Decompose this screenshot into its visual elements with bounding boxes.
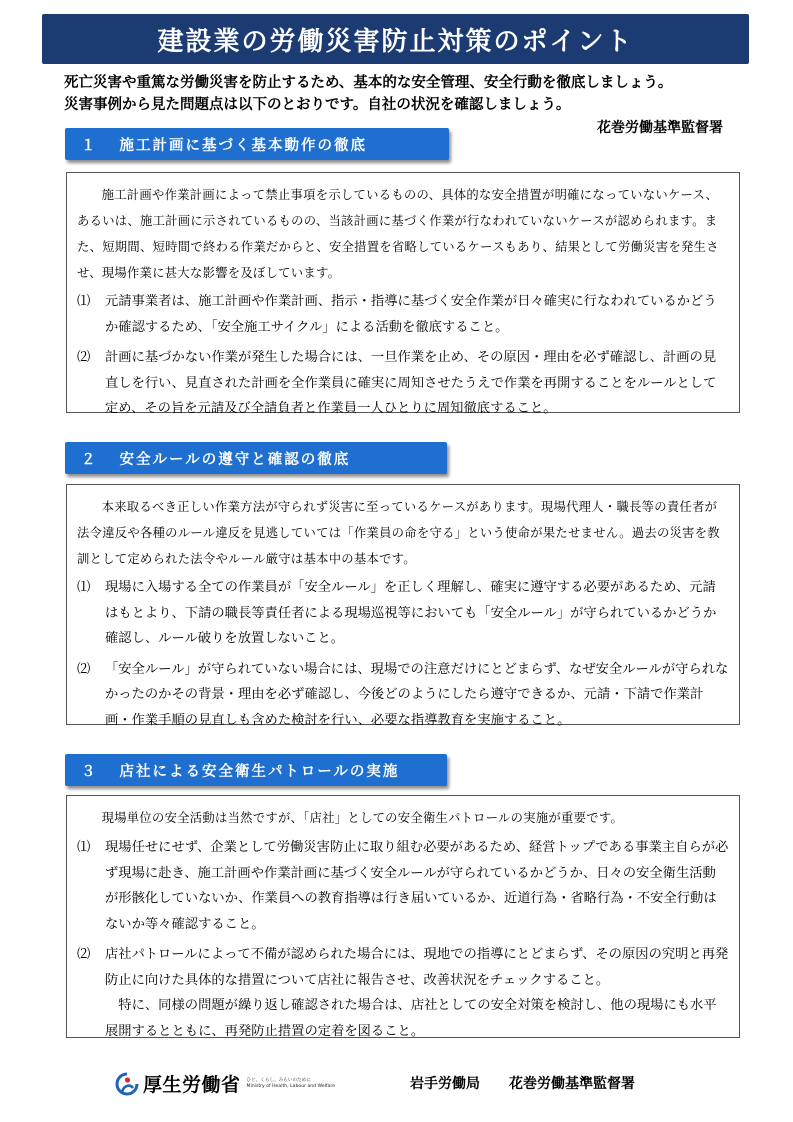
- item-text: 計画に基づかない作業が発生した場合には、一旦作業を止め、その原因・理由を必ず確認し、計画の見直しを行い、見直された計画を全作業員に確実に周知させたうえで作業を再開することをルールとして定め、その旨を元請及び全請負者と作業員一人ひとりに周知徹底すること。: [105, 350, 717, 416]
- item-mark: ⑵: [77, 661, 91, 677]
- item-text: 元請事業者は、施工計画や作業計画、指示・指導に基づく安全作業が日々確実に行なわれているかどうか確認するため、「安全施工サイクル」による活動を徹底すること。: [105, 294, 717, 335]
- item-text-main: 店社パトロールによって不備が認められた場合には、現地での指導にとどまらず、その原因の究明と再発防止に向けた具体的な措置について店社に報告させ、改善状況をチェックすること。: [105, 947, 729, 988]
- issuer-office: 花巻労働基準監督署: [597, 120, 723, 136]
- ministry-english: Ministry of Health, Labour and Welfare: [246, 1083, 335, 1089]
- section-3-box: [66, 795, 740, 1038]
- item-mark: ⑴: [77, 294, 91, 309]
- item-mark: ⑵: [77, 947, 91, 962]
- section-3-header: [65, 754, 447, 786]
- list-item: [77, 657, 729, 734]
- section-lead: 施工計画や作業計画によって禁止事項を示しているものの、具体的な安全措置が明確になっていないケース、あるいは、施工計画に示されているものの、当該計画に基づく作業が行なわれていないケースが認められます。また、短期間、短時間で終わる作業だからと、安全措置を省略しているケースもあり、結果として労働災害を発生させ、現場作業に甚大な影響を及ぼしています。: [77, 188, 719, 280]
- item-mark: ⑵: [77, 350, 91, 365]
- section-number: １: [81, 137, 98, 154]
- labour-bureau: 岩手労働局: [410, 1076, 480, 1092]
- section-2-header: [65, 442, 447, 474]
- intro-line-2: 災害事例から見た問題点は以下のとおりです。自社の状況を確認しましょう。: [64, 97, 571, 113]
- intro-text: [64, 72, 754, 116]
- section-heading: 店社による安全衛生パトロールの実施: [119, 763, 400, 780]
- section-lead: 本来取るべき正しい作業方法が守られず災害に至っているケースがあります。現場代理人・職長等の責任者が法令違反や各種のルール違反を見逃していては「作業員の命を守る」という使命が果たせません。過去の災害を教訓として定められた法令やルール厳守は基本中の基本です。: [77, 500, 720, 566]
- section-number: ３: [81, 763, 98, 780]
- item-mark: ⑴: [77, 580, 91, 595]
- section-1-header: [65, 128, 449, 160]
- page-title: 建設業の労働災害防止対策のポイント: [157, 26, 634, 57]
- section-heading: 安全ルールの遵守と確認の徹底: [119, 451, 351, 468]
- section-lead: 現場単位の安全活動は当然ですが、「店社」としての安全衛生パトロールの実施が重要です。: [101, 811, 624, 825]
- list-item: [77, 835, 729, 937]
- list-item: [77, 942, 729, 1044]
- item-text: 現場に入場する全ての作業員が「安全ルール」を正しく理解し、確実に遵守する必要があるため、元請はもとより、下請の職長等責任者による現場巡視等においても「安全ルール」が守られているかどうか確認し、ルール破りを放置しないこと。: [105, 580, 717, 646]
- title-banner: [42, 14, 749, 64]
- section-2-box: [66, 484, 740, 728]
- list-item: [77, 575, 729, 652]
- footer-office: 花巻労働基準監督署: [509, 1076, 635, 1092]
- ministry-tagline: ひと、くらし、みらいのために: [246, 1077, 311, 1083]
- ministry-name: 厚生労働省: [143, 1074, 241, 1096]
- list-item: [77, 289, 729, 340]
- item-text: 現場任せにせず、企業として労働災害防止に取り組む必要があるため、経営トップである事業主自らが必ず現場に赴き、施工計画や作業計画に基づく安全ルールが守られているかどうか、日々の安全衛生活動が形骸化していないか、作業員への教育指導は行き届いているか、近道行為・省略行為・不安全行動はないか等々確認すること。: [105, 840, 729, 932]
- list-item: [77, 345, 729, 422]
- ministry-subtext: [247, 1078, 335, 1090]
- ministry-logo: [115, 1070, 335, 1097]
- intro-line-1: 死亡災害や重篤な労働災害を防止するため、基本的な安全管理、安全行動を徹底しましょう。: [64, 75, 673, 91]
- item-text: [105, 942, 729, 1044]
- section-heading: 施工計画に基づく基本動作の徹底: [119, 137, 367, 154]
- item-text-sub: 特に、同様の問題が繰り返し確認された場合は、店社としての安全対策を検討し、他の現場にも水平展開するとともに、再発防止措置の定着を図ること。: [105, 998, 717, 1039]
- section-1-box: [66, 172, 740, 416]
- footer: [115, 1070, 715, 1100]
- item-mark: ⑴: [77, 840, 91, 855]
- section-number: ２: [81, 451, 98, 468]
- item-text: 「安全ルール」が守られていない場合には、現場での注意だけにとどまらず、なぜ安全ルールが守られなかったのかその背景・理由を必ず確認し、今後どのようにしたら遵守できるか、元請・下請で作業計画・作業手順の見直しも含めた検討を行い、必要な指導教育を実施すること。: [105, 661, 729, 728]
- ministry-emblem-icon: [115, 1072, 139, 1096]
